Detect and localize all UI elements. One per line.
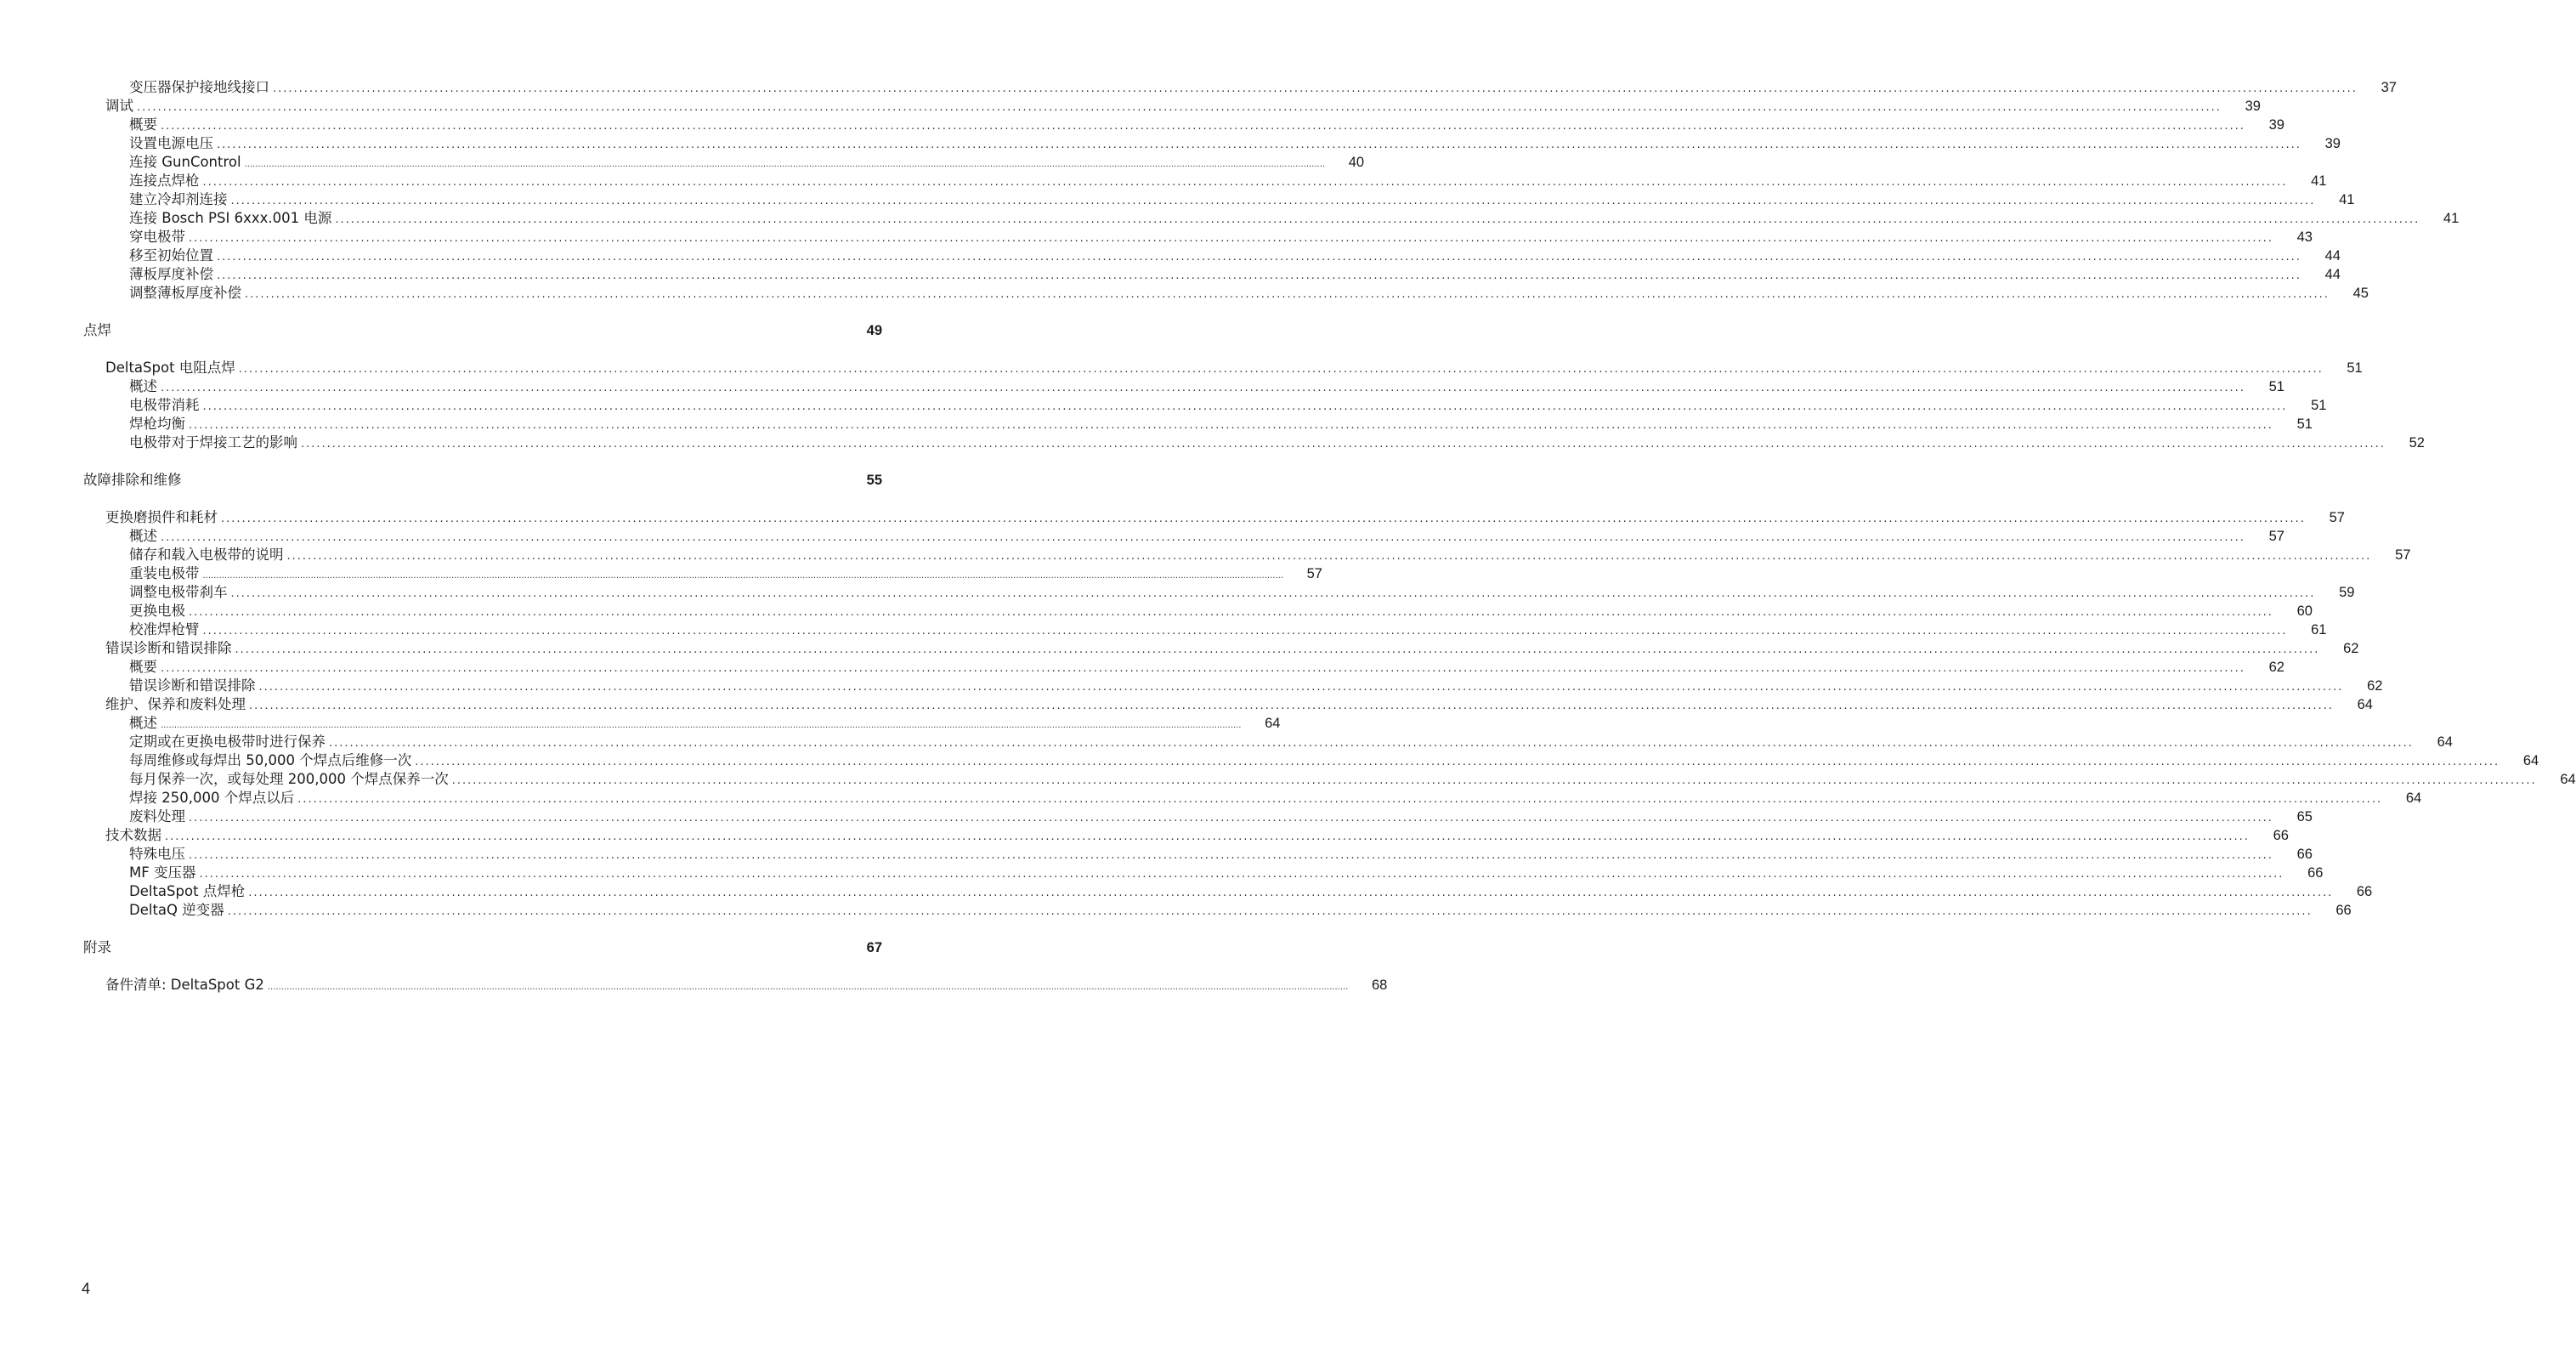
toc-entry-title: 更换电极 xyxy=(129,603,185,619)
toc-entry-page: 51 xyxy=(2296,416,2313,432)
toc-subsection[interactable] xyxy=(83,583,2355,602)
toc-entry-title: 附录 xyxy=(83,939,111,955)
toc-entry-title: 技术数据 xyxy=(105,827,161,843)
toc-entry-page: 51 xyxy=(2268,379,2284,394)
toc-entry-title: 调试 xyxy=(105,98,133,114)
toc-subsection[interactable] xyxy=(83,751,2539,770)
toc-entry-title: 每月保养一次，或每处理 200,000 个焊点保养一次 xyxy=(129,771,449,787)
toc-entry-title: 更换磨损件和耗材 xyxy=(105,509,218,525)
toc-entry-title: 概述 xyxy=(129,378,157,394)
dot-leader: ................................................................................................................................................................................................................................................................................................................................................................................................................ xyxy=(202,571,1283,581)
toc-subsection[interactable] xyxy=(83,658,2284,677)
toc-entry-title: 设置电源电压 xyxy=(129,135,213,151)
toc-subsection[interactable] xyxy=(83,882,2373,901)
toc-subsection[interactable] xyxy=(83,564,1322,583)
dot-leader: ................................................................................................................................................................................................................................................................................................................................................................................................................ xyxy=(202,625,2288,638)
dot-leader: ................................................................................................................................................................................................................................................................................................................................................................................................................ xyxy=(227,905,2313,918)
dot-leader: ................................................................................................................................................................................................................................................................................................................................................................................................................ xyxy=(230,195,2316,207)
dot-leader: ................................................................................................................................................................................................................................................................................................................................................................................................................ xyxy=(199,868,2284,881)
toc-entry-title: 储存和载入电极带的说明 xyxy=(129,547,284,563)
dot-leader: ................................................................................................................................................................................................................................................................................................................................................................................................................ xyxy=(202,176,2288,189)
dot-leader: ................................................................................................................................................................................................................................................................................................................................................................................................................ xyxy=(161,531,2245,544)
toc-chapter[interactable] xyxy=(83,471,882,490)
dot-leader: ................................................................................................................................................................................................................................................................................................................................................................................................................ xyxy=(161,721,1242,730)
dot-leader: ................................................................................................................................................................................................................................................................................................................................................................................................................ xyxy=(286,550,2372,563)
dot-leader: ................................................................................................................................................................................................................................................................................................................................................................................................................ xyxy=(244,160,1326,169)
toc-entry-page: 59 xyxy=(2339,585,2355,600)
toc-entry-page: 51 xyxy=(2311,398,2327,413)
toc-subsection[interactable] xyxy=(83,770,2576,789)
dot-leader: ................................................................................................................................................................................................................................................................................................................................................................................................................ xyxy=(297,793,2383,806)
toc-entry-title: 概要 xyxy=(129,659,157,675)
toc-subsection[interactable] xyxy=(83,789,2422,808)
toc-entry-page: 55 xyxy=(866,473,882,488)
toc-entry-title: DeltaQ 逆变器 xyxy=(129,902,224,918)
toc-subsection[interactable] xyxy=(83,209,2460,228)
toc-subsection[interactable] xyxy=(83,153,1365,172)
toc-entry-title: 电极带对于焊接工艺的影响 xyxy=(129,434,297,450)
toc-entry-page: 67 xyxy=(866,940,882,955)
toc-entry-title: 错误诊断和错误排除 xyxy=(129,677,256,694)
toc-entry-page: 68 xyxy=(1372,978,1388,993)
toc-chapter[interactable] xyxy=(83,938,882,957)
toc-entry-title: 概述 xyxy=(129,715,157,731)
dot-leader: ................................................................................................................................................................................................................................................................................................................................................................................................................ xyxy=(415,756,2500,768)
dot-leader: ................................................................................................................................................................................................................................................................................................................................................................................................................ xyxy=(161,120,2245,133)
dot-leader: ................................................................................................................................................................................................................................................................................................................................................................................................................ xyxy=(189,606,2273,619)
toc-entry-page: 51 xyxy=(2347,360,2363,376)
toc-entry-title: 连接 Bosch PSI 6xxx.001 电源 xyxy=(129,210,332,226)
toc-section[interactable] xyxy=(83,826,2289,845)
toc-subsection[interactable] xyxy=(83,78,2397,97)
toc-entry-page: 66 xyxy=(2307,865,2324,881)
dot-leader: ................................................................................................................................................................................................................................................................................................................................................................................................................ xyxy=(273,82,2358,95)
toc-entry-title: 变压器保护接地线接口 xyxy=(129,79,269,95)
toc-entry-page: 64 xyxy=(1265,716,1281,731)
toc-entry-title: 调整薄板厚度补偿 xyxy=(129,285,241,301)
toc-entry-page: 41 xyxy=(2311,173,2327,189)
dot-leader: ................................................................................................................................................................................................................................................................................................................................................................................................................ xyxy=(161,662,2245,675)
toc-entry-title: DeltaSpot 电阻点焊 xyxy=(105,360,235,376)
toc-entry-title: 点焊 xyxy=(83,322,111,338)
toc-entry-page: 52 xyxy=(2409,435,2425,450)
toc-entry-title: 移至初始位置 xyxy=(129,247,213,264)
toc-entry-title: 概述 xyxy=(129,528,157,544)
dot-leader: ................................................................................................................................................................................................................................................................................................................................................................................................................ xyxy=(202,400,2288,413)
toc-subsection[interactable] xyxy=(83,415,2313,434)
toc-subsection[interactable] xyxy=(83,845,2313,864)
toc-subsection[interactable] xyxy=(83,602,2313,620)
dot-leader: ................................................................................................................................................................................................................................................................................................................................................................................................................ xyxy=(217,269,2301,282)
dot-leader: ................................................................................................................................................................................................................................................................................................................................................................................................................ xyxy=(249,700,2334,712)
toc-entry-page: 64 xyxy=(2437,734,2453,750)
toc-entry-page: 64 xyxy=(2357,697,2373,712)
dot-leader: ................................................................................................................................................................................................................................................................................................................................................................................................................ xyxy=(238,363,2324,376)
toc-entry-title: 薄板厚度补偿 xyxy=(129,266,213,282)
toc-entry-title: 特殊电压 xyxy=(129,846,185,862)
toc-subsection[interactable] xyxy=(83,901,2352,920)
dot-leader: ................................................................................................................................................................................................................................................................................................................................................................................................................ xyxy=(161,382,2245,394)
dot-leader: ................................................................................................................................................................................................................................................................................................................................................................................................................ xyxy=(189,812,2273,824)
toc-entry-title: 备件清单: DeltaSpot G2 xyxy=(105,977,264,993)
toc-subsection[interactable] xyxy=(83,134,2341,153)
toc-entry-page: 39 xyxy=(2245,99,2261,114)
dot-leader: ................................................................................................................................................................................................................................................................................................................................................................................................................ xyxy=(137,101,2222,114)
toc-section[interactable] xyxy=(83,639,2359,658)
toc-entry-page: 49 xyxy=(866,323,882,338)
toc-subsection[interactable] xyxy=(83,377,2284,396)
toc-entry-page: 57 xyxy=(1306,566,1322,581)
page-number: 4 xyxy=(82,1280,91,1297)
toc-entry-title: 废料处理 xyxy=(129,808,185,824)
toc-entry-title: 校准焊枪臂 xyxy=(129,621,200,638)
toc-subsection[interactable] xyxy=(83,677,2383,695)
toc-subsection[interactable] xyxy=(83,714,1281,733)
toc-entry-title: 故障排除和维修 xyxy=(83,472,182,488)
dot-leader: ................................................................................................................................................................................................................................................................................................................................................................................................................ xyxy=(235,643,2320,656)
toc-entry-page: 39 xyxy=(2324,136,2341,151)
toc-entry-page: 62 xyxy=(2268,660,2284,675)
dot-leader: ................................................................................................................................................................................................................................................................................................................................................................................................................ xyxy=(258,681,2344,694)
toc-entry-page: 44 xyxy=(2324,267,2341,282)
toc-subsection[interactable] xyxy=(83,396,2327,415)
toc-chapter[interactable] xyxy=(83,321,882,340)
toc-section[interactable] xyxy=(83,97,2261,116)
toc-entry-title: 维护、保养和废料处理 xyxy=(105,696,246,712)
dot-leader: ................................................................................................................................................................................................................................................................................................................................................................................................................ xyxy=(189,419,2273,432)
toc-entry-page: 66 xyxy=(2335,903,2352,918)
toc-entry-title: 定期或在更换电极带时进行保养 xyxy=(129,734,326,750)
toc-subsection[interactable] xyxy=(83,265,2341,284)
toc-entry-page: 41 xyxy=(2339,192,2355,207)
toc-subsection[interactable] xyxy=(83,228,2313,246)
toc-entry-page: 62 xyxy=(2343,641,2359,656)
toc-subsection[interactable] xyxy=(83,546,2411,564)
table-of-contents xyxy=(83,78,2576,994)
dot-leader: ................................................................................................................................................................................................................................................................................................................................................................................................................ xyxy=(301,438,2386,450)
toc-section[interactable] xyxy=(83,695,2373,714)
toc-entry-page: 64 xyxy=(2560,772,2576,787)
toc-section[interactable] xyxy=(83,976,1388,994)
toc-entry-page: 44 xyxy=(2324,248,2341,264)
toc-entry-page: 66 xyxy=(2296,847,2313,862)
dot-leader: ................................................................................................................................................................................................................................................................................................................................................................................................................ xyxy=(245,288,2330,301)
toc-entry-title: 错误诊断和错误排除 xyxy=(105,640,232,656)
toc-entry-title: 重装电极带 xyxy=(129,565,200,581)
toc-entry-page: 45 xyxy=(2352,286,2369,301)
toc-subsection[interactable] xyxy=(83,620,2327,639)
dot-leader: ................................................................................................................................................................................................................................................................................................................................................................................................................ xyxy=(267,983,1349,992)
toc-entry-title: 焊枪均衡 xyxy=(129,416,185,432)
toc-entry-page: 64 xyxy=(2405,790,2422,806)
dot-leader: ................................................................................................................................................................................................................................................................................................................................................................................................................ xyxy=(217,251,2301,264)
toc-entry-page: 66 xyxy=(2356,884,2373,899)
toc-entry-page: 39 xyxy=(2268,117,2284,133)
toc-entry-page: 43 xyxy=(2296,230,2313,245)
toc-entry-title: MF 变压器 xyxy=(129,864,196,881)
toc-entry-page: 37 xyxy=(2381,80,2397,95)
dot-leader: ................................................................................................................................................................................................................................................................................................................................................................................................................ xyxy=(217,139,2301,151)
toc-entry-title: DeltaSpot 点焊枪 xyxy=(129,883,246,899)
toc-subsection[interactable] xyxy=(83,284,2369,303)
toc-entry-page: 57 xyxy=(2395,547,2411,563)
toc-section[interactable] xyxy=(83,508,2345,527)
toc-entry-page: 40 xyxy=(1348,155,1365,170)
dot-leader: ................................................................................................................................................................................................................................................................................................................................................................................................................ xyxy=(189,849,2273,862)
toc-subsection[interactable] xyxy=(83,864,2324,882)
dot-leader: ................................................................................................................................................................................................................................................................................................................................................................................................................ xyxy=(189,232,2273,245)
toc-subsection[interactable] xyxy=(83,246,2341,265)
dot-leader: ................................................................................................................................................................................................................................................................................................................................................................................................................ xyxy=(230,587,2316,600)
dot-leader: ................................................................................................................................................................................................................................................................................................................................................................................................................ xyxy=(248,887,2334,899)
toc-entry-title: 连接 GunControl xyxy=(129,154,241,170)
toc-entry-page: 60 xyxy=(2296,604,2313,619)
toc-entry-title: 调整电极带刹车 xyxy=(129,584,228,600)
toc-entry-page: 41 xyxy=(2443,211,2460,226)
toc-entry-title: 连接点焊枪 xyxy=(129,173,200,189)
toc-entry-page: 62 xyxy=(2367,678,2383,694)
toc-subsection[interactable] xyxy=(83,733,2453,751)
toc-entry-page: 61 xyxy=(2311,622,2327,638)
toc-subsection[interactable] xyxy=(83,808,2313,826)
toc-entry-page: 57 xyxy=(2329,510,2345,525)
toc-subsection[interactable] xyxy=(83,116,2284,134)
toc-subsection[interactable] xyxy=(83,527,2284,546)
dot-leader: ................................................................................................................................................................................................................................................................................................................................................................................................................ xyxy=(221,513,2306,525)
toc-entry-page: 66 xyxy=(2273,828,2289,843)
dot-leader: ................................................................................................................................................................................................................................................................................................................................................................................................................ xyxy=(335,213,2420,226)
toc-entry-title: 焊接 250,000 个焊点以后 xyxy=(129,790,295,806)
toc-entry-title: 电极带消耗 xyxy=(129,397,200,413)
toc-entry-page: 57 xyxy=(2268,529,2284,544)
toc-entry-title: 每周维修或每焊出 50,000 个焊点后维修一次 xyxy=(129,752,412,768)
dot-leader: ................................................................................................................................................................................................................................................................................................................................................................................................................ xyxy=(165,830,2250,843)
toc-entry-title: 穿电极带 xyxy=(129,229,185,245)
toc-entry-title: 建立冷却剂连接 xyxy=(129,191,228,207)
toc-entry-title: 概要 xyxy=(129,116,157,133)
toc-subsection[interactable] xyxy=(83,434,2425,452)
toc-section[interactable] xyxy=(83,359,2363,377)
dot-leader: ................................................................................................................................................................................................................................................................................................................................................................................................................ xyxy=(329,737,2414,750)
toc-entry-page: 64 xyxy=(2522,753,2539,768)
toc-subsection[interactable] xyxy=(83,172,2327,190)
toc-subsection[interactable] xyxy=(83,190,2355,209)
dot-leader: ................................................................................................................................................................................................................................................................................................................................................................................................................ xyxy=(451,774,2537,787)
toc-entry-page: 65 xyxy=(2296,809,2313,824)
